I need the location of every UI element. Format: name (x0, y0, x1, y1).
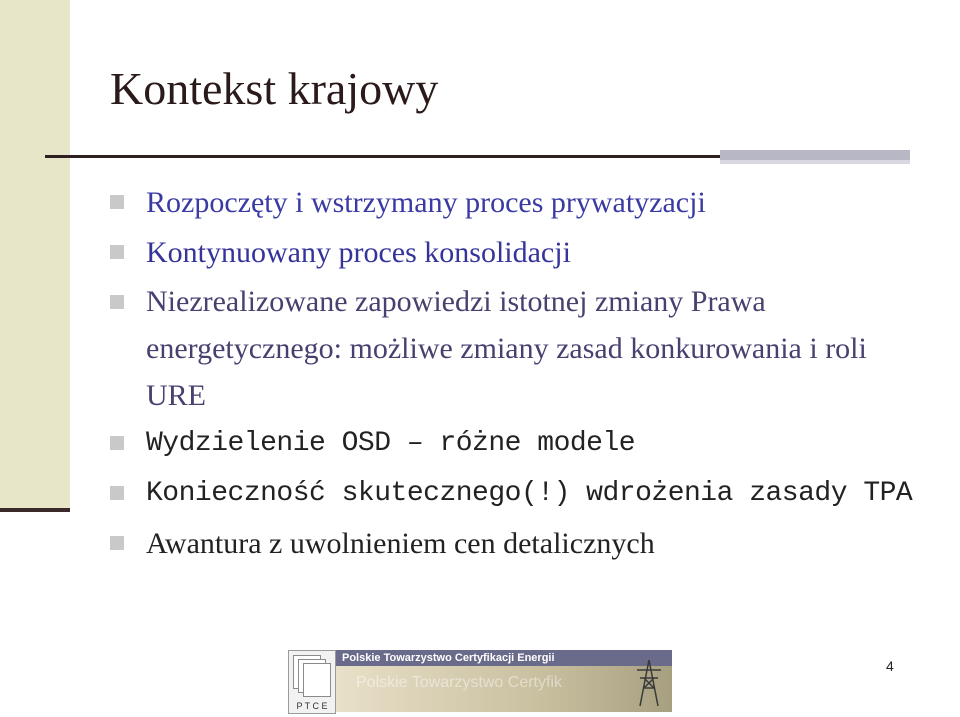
square-bullet-icon (110, 195, 124, 209)
bullet-item (108, 178, 928, 228)
footer-banner (336, 650, 672, 712)
side-decor-rule (0, 508, 70, 512)
bullet-item (108, 519, 928, 569)
bullet-item (108, 419, 928, 469)
title-underline-accent (720, 150, 910, 160)
square-bullet-icon (110, 486, 124, 500)
logo-sheet (303, 663, 331, 697)
slide-title: Kontekst krajowy (110, 63, 439, 114)
title-underline (45, 155, 720, 158)
page-number: 4 (886, 658, 894, 674)
banner-ghost-text: Polskie Towarzystwo Certyfik (356, 674, 562, 691)
ptce-logo-icon (288, 650, 336, 714)
bullet-list (108, 178, 928, 569)
side-decor-strip (0, 0, 70, 512)
power-pylon-icon (634, 658, 664, 708)
banner-title: Polskie Towarzystwo Certyfikacji Energii (342, 652, 555, 664)
square-bullet-icon (110, 295, 124, 309)
title-underline-accent-light (720, 160, 910, 164)
bullet-text: Awantura z uwolnieniem cen detalicznych (146, 527, 655, 560)
bullet-item (108, 469, 928, 519)
square-bullet-icon (110, 436, 124, 450)
bullet-text: Wydzielenie OSD – różne modele (146, 428, 636, 459)
bullet-item (108, 228, 928, 278)
logo-text: P T C E (296, 701, 328, 711)
bullet-text: Konieczność skutecznego(!) wdrożenia zasady TPA (146, 478, 913, 509)
bullet-text: Kontynuowany proces konsolidacji (146, 236, 571, 269)
bullet-text: Rozpoczęty i wstrzymany proces prywatyzacji (146, 186, 706, 219)
square-bullet-icon (110, 536, 124, 550)
square-bullet-icon (110, 245, 124, 259)
bullet-text: Niezrealizowane zapowiedzi istotnej zmiany Prawa energetycznego: możliwe zmiany zasad konkurowania i roli URE (146, 285, 867, 412)
bullet-item (108, 278, 928, 419)
